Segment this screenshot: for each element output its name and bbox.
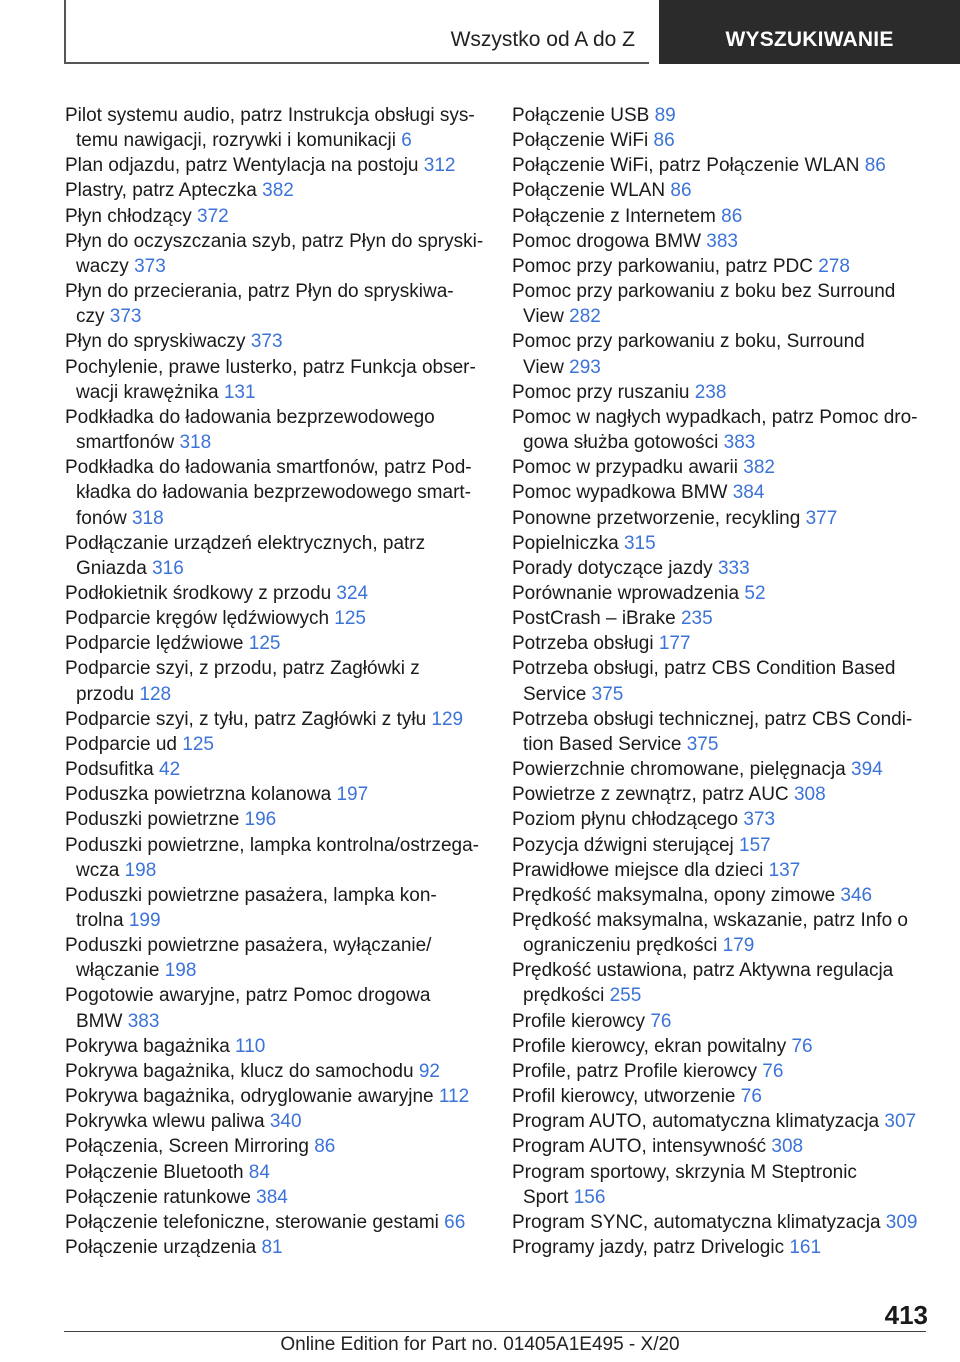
index-entry (512, 1059, 932, 1084)
entry-text: Pozycja dźwigni sterującej (512, 834, 734, 856)
entry-text: Połączenie USB (512, 105, 650, 126)
entry-text: trolna (76, 910, 124, 931)
entry-text: Poduszki powietrzne pasażera, wyłączanie/ (65, 935, 432, 957)
entry-text: Połączenie ratunkowe (65, 1186, 251, 1208)
index-entry (512, 279, 932, 329)
page-link[interactable]: 373 (109, 306, 142, 328)
page-link[interactable]: 157 (739, 834, 771, 856)
entry-text: Płyn do przecierania, patrz Płyn do spryskiwa- (65, 281, 454, 303)
entry-text: Pomoc w nagłych wypadkach, patrz Pomoc dro- (512, 406, 918, 428)
page-link[interactable]: 66 (444, 1211, 466, 1233)
entry-text: Service (523, 683, 587, 705)
index-entry (512, 1109, 932, 1134)
entry-text: Popielniczka (512, 532, 619, 554)
entry-text: Profile, patrz Profile kierowcy (512, 1060, 757, 1082)
entry-text: Program SYNC, automatyczna klimatyzacja (512, 1211, 881, 1233)
index-entry (512, 254, 932, 279)
page-link[interactable]: 84 (248, 1161, 270, 1183)
footer-edition: Online Edition for Part no. 01405A1E495 - X/20 (280, 1334, 680, 1355)
entry-text: czy (76, 306, 105, 328)
entry-text: przodu (76, 683, 135, 705)
index-entry (65, 1084, 485, 1109)
index-column-left (65, 103, 485, 1260)
entry-text: Prędkość maksymalna, wskazanie, patrz Info o (512, 910, 909, 931)
index-entry (65, 833, 485, 883)
page-link[interactable]: 128 (139, 683, 172, 705)
entry-text: View (523, 356, 564, 378)
page-link[interactable]: 318 (179, 432, 212, 454)
index-entry (512, 883, 932, 908)
entry-text: Połączenia, Screen Mirroring (65, 1136, 309, 1158)
page-link[interactable]: 76 (740, 1086, 762, 1108)
entry-text: Podparcie kręgów lędźwiowych (65, 608, 330, 630)
footer-divider (64, 1331, 926, 1332)
section-title: Wszystko od A do Z (450, 28, 635, 51)
entry-text: Ponowne przetworzenie, recykling (512, 507, 801, 529)
page-link[interactable]: 125 (182, 733, 214, 755)
page-link[interactable]: 86 (314, 1136, 336, 1158)
entry-text: Połączenie WiFi, patrz Połączenie WLAN (512, 155, 860, 177)
page-link[interactable]: 383 (723, 432, 756, 454)
page-link[interactable]: 373 (250, 331, 283, 353)
entry-text: Powietrze z zewnątrz, patrz AUC (512, 784, 789, 806)
entry-text: Prędkość maksymalna, opony zimowe (512, 884, 836, 906)
index-entry (65, 983, 485, 1033)
index-entry (65, 933, 485, 983)
index-entry (512, 153, 932, 178)
entry-text: Program AUTO, intensywność (512, 1136, 767, 1158)
entry-text: Pomoc przy ruszaniu (512, 381, 690, 403)
index-entry (512, 1160, 932, 1210)
page-link[interactable]: 156 (573, 1186, 606, 1208)
index-entry (65, 279, 485, 329)
index-entry (65, 355, 485, 405)
page-link[interactable]: 383 (127, 1010, 160, 1032)
index-entry (512, 656, 932, 706)
entry-text: Podparcie lędźwiowe (65, 633, 244, 655)
entry-text: Pogotowie awaryjne, patrz Pomoc drogowa (65, 985, 431, 1007)
entry-text: Połączenie WLAN (512, 180, 666, 202)
page-link[interactable]: 255 (609, 985, 642, 1007)
index-column-right (512, 103, 932, 1260)
index-entry (512, 380, 932, 405)
entry-text: Płyn do spryskiwaczy (65, 331, 246, 353)
entry-text: PostCrash – iBrake (512, 608, 676, 630)
index-entry (512, 405, 932, 455)
entry-text: Program sportowy, skrzynia M Steptronic (512, 1161, 857, 1183)
page-link[interactable]: 179 (722, 935, 755, 957)
entry-text: Podkładka do ładowania smartfonów, patrz Pod- (65, 457, 472, 479)
index-entry (512, 103, 932, 128)
entry-text: Powierzchnie chromowane, pielęgnacja (512, 759, 846, 781)
index-entry (65, 1134, 485, 1159)
entry-text: Profil kierowcy, utworzenie (512, 1086, 736, 1108)
entry-text: Płyn do oczyszczania szyb, patrz Płyn do spryski- (65, 230, 484, 252)
index-entry (65, 229, 485, 279)
index-entry (65, 581, 485, 606)
index-entry (512, 581, 932, 606)
page-link[interactable]: 316 (152, 557, 184, 579)
entry-text: smartfonów (76, 432, 175, 454)
header-section-box (64, 0, 649, 64)
page-link[interactable]: 76 (650, 1010, 672, 1032)
page-link[interactable]: 6 (401, 130, 412, 152)
index-entry (512, 1134, 932, 1159)
index-entry (512, 506, 932, 531)
index-entry (65, 807, 485, 832)
page-link[interactable]: 384 (256, 1186, 288, 1208)
index-entry (65, 1160, 485, 1185)
entry-text: Programy jazdy, patrz Drivelogic (512, 1237, 785, 1259)
index-entry (65, 455, 485, 530)
page-link[interactable]: 86 (653, 130, 675, 152)
index-entry (65, 1235, 485, 1260)
entry-text: Plastry, patrz Apteczka (65, 180, 257, 202)
index-entry (512, 833, 932, 858)
page-link[interactable]: 382 (262, 180, 294, 202)
header-tab[interactable] (659, 0, 960, 64)
entry-text: włączanie (76, 960, 160, 982)
index-entry (512, 128, 932, 153)
page-link[interactable]: 110 (235, 1035, 266, 1057)
index-entry (512, 1235, 932, 1260)
page-link[interactable]: 308 (771, 1136, 804, 1158)
entry-text: Pokrywa bagażnika (65, 1035, 230, 1057)
page-link[interactable]: 278 (818, 255, 850, 277)
page-link[interactable]: 129 (431, 708, 464, 730)
index-entry (65, 883, 485, 933)
page-link[interactable]: 315 (623, 532, 656, 554)
entry-text: Pomoc przy parkowaniu z boku bez Surround (512, 281, 896, 303)
entry-text: BMW (76, 1010, 123, 1032)
index-entry (512, 178, 932, 203)
entry-text: Pochylenie, prawe lusterko, patrz Funkcja obser- (65, 356, 476, 378)
entry-text: Prędkość ustawiona, patrz Aktywna regulacja (512, 960, 894, 982)
index-entry (65, 1059, 485, 1084)
page-number: 413 (884, 1300, 928, 1330)
page-link[interactable]: 377 (805, 507, 838, 529)
page-link[interactable]: 375 (591, 683, 624, 705)
page-link[interactable]: 383 (706, 230, 738, 252)
page-link[interactable]: 81 (261, 1237, 283, 1259)
index-entry (65, 732, 485, 757)
page-link[interactable]: 282 (569, 306, 601, 328)
entry-text: Poduszki powietrzne (65, 809, 240, 831)
index-entry (65, 103, 485, 153)
entry-text: Podparcie szyi, z przodu, patrz Zagłówki z (65, 658, 420, 680)
page-link[interactable]: 340 (269, 1111, 302, 1133)
index-entry (65, 707, 485, 732)
page-link[interactable]: 373 (134, 255, 166, 277)
entry-text: Połączenie z Internetem (512, 205, 716, 227)
page-link[interactable]: 373 (743, 809, 776, 831)
index-entry (512, 556, 932, 581)
page-link[interactable]: 196 (244, 809, 277, 831)
index-entry (512, 1084, 932, 1109)
entry-text: Sport (523, 1186, 569, 1208)
tab-label: WYSZUKIWANIE (725, 28, 894, 51)
entry-text: wacji krawężnika (76, 381, 219, 403)
index-entry (65, 153, 485, 178)
index-entry (512, 908, 932, 958)
entry-text: kładka do ładowania bezprzewodowego smart- (76, 482, 472, 504)
page-link[interactable]: 137 (768, 859, 801, 881)
index-entry (65, 204, 485, 229)
page-link[interactable]: 86 (670, 180, 692, 202)
page-link[interactable]: 318 (131, 507, 164, 529)
page-link[interactable]: 198 (164, 960, 197, 982)
page-link[interactable]: 86 (864, 155, 886, 177)
entry-text: ograniczeniu prędkości (523, 935, 718, 957)
index-entry (65, 405, 485, 455)
page-link[interactable]: 161 (789, 1237, 822, 1259)
index-entry (512, 1009, 932, 1034)
index-entry (65, 178, 485, 203)
page-link[interactable]: 235 (680, 608, 713, 630)
index-entry (512, 631, 932, 656)
index-entry (65, 757, 485, 782)
entry-text: Profile kierowcy (512, 1010, 646, 1032)
page-link[interactable]: 312 (423, 155, 456, 177)
entry-text: Pokrywa bagażnika, klucz do samochodu (65, 1060, 414, 1082)
index-entry (65, 606, 485, 631)
index-entry (512, 1210, 932, 1235)
index-entry (512, 1034, 932, 1059)
index-entry (512, 958, 932, 1008)
index-entry (512, 204, 932, 229)
page-link[interactable]: 177 (658, 633, 691, 655)
index-entry (512, 531, 932, 556)
page-link[interactable]: 372 (197, 205, 229, 227)
index-entry (65, 1185, 485, 1210)
page-link[interactable]: 112 (438, 1086, 470, 1108)
entry-text: Podłokietnik środkowy z przodu (65, 582, 332, 604)
entry-text: gowa służba gotowości (523, 432, 719, 454)
page-link[interactable]: 42 (159, 759, 181, 781)
entry-text: Pomoc wypadkowa BMW (512, 482, 728, 504)
entry-text: Pokrywa bagażnika, odryglowanie awaryjne (65, 1086, 434, 1108)
entry-text: Połączenie Bluetooth (65, 1161, 244, 1183)
entry-text: waczy (76, 255, 129, 277)
entry-text: Podkładka do ładowania bezprzewodowego (65, 406, 435, 428)
page-link[interactable]: 346 (840, 884, 873, 906)
entry-text: View (523, 306, 564, 328)
page-link[interactable]: 76 (791, 1035, 813, 1057)
entry-text: Prawidłowe miejsce dla dzieci (512, 859, 764, 881)
index-entry (65, 1210, 485, 1235)
entry-text: Porównanie wprowadzenia (512, 582, 740, 604)
entry-text: Poduszki powietrzne, lampka kontrolna/ostrzega- (65, 834, 479, 856)
entry-text: Gniazda (76, 557, 147, 579)
page-link[interactable]: 76 (762, 1060, 784, 1082)
entry-text: Poduszka powietrzna kolanowa (65, 784, 332, 806)
page-link[interactable]: 86 (721, 205, 743, 227)
page-link[interactable]: 92 (418, 1060, 440, 1082)
index-entry (65, 1034, 485, 1059)
entry-text: Podłączanie urządzeń elektrycznych, patrz (65, 532, 426, 554)
entry-text: Plan odjazdu, patrz Wentylacja na postoju (65, 155, 419, 177)
index-entry (65, 656, 485, 706)
page-link[interactable]: 382 (743, 457, 775, 479)
entry-text: Potrzeba obsługi technicznej, patrz CBS Condi- (512, 708, 913, 730)
entry-text: Program AUTO, automatyczna klimatyzacja (512, 1111, 880, 1133)
index-entry (65, 329, 485, 354)
entry-text: Poduszki powietrzne pasażera, lampka kon- (65, 884, 437, 906)
page-link[interactable]: 384 (732, 482, 765, 504)
entry-text: Podparcie ud (65, 733, 177, 755)
page-link[interactable]: 324 (336, 582, 369, 604)
page-link[interactable]: 238 (694, 381, 727, 403)
entry-text: tion Based Service (523, 733, 682, 755)
entry-text: Połączenie WiFi (512, 130, 649, 152)
page-link[interactable]: 293 (569, 356, 601, 378)
entry-text: Pomoc przy parkowaniu z boku, Surround (512, 331, 865, 353)
entry-text: temu nawigacji, rozrywki i komunikacji (76, 130, 396, 152)
entry-text: Podparcie szyi, z tyłu, patrz Zagłówki z tyłu (65, 708, 427, 730)
entry-text: Profile kierowcy, ekran powitalny (512, 1035, 787, 1057)
page-link[interactable]: 307 (884, 1111, 917, 1133)
index-entry (65, 531, 485, 581)
entry-text: Porady dotyczące jazdy (512, 557, 713, 579)
index-entry (512, 858, 932, 883)
entry-text: Płyn chłodzący (65, 205, 192, 227)
index-entry (512, 480, 932, 505)
index-entry (512, 606, 932, 631)
entry-text: Pomoc drogowa BMW (512, 230, 702, 252)
index-entry (512, 757, 932, 782)
page-link[interactable]: 308 (793, 784, 826, 806)
entry-text: Połączenie urządzenia (65, 1237, 257, 1259)
index-entry (65, 1109, 485, 1134)
page-link[interactable]: 198 (124, 859, 157, 881)
entry-text: Pomoc przy parkowaniu, patrz PDC (512, 255, 813, 277)
page-link[interactable]: 394 (851, 759, 883, 781)
entry-text: prędkości (523, 985, 605, 1007)
entry-text: Podsufitka (65, 759, 154, 781)
index-entry (512, 782, 932, 807)
entry-text: Pomoc w przypadku awarii (512, 457, 738, 479)
entry-text: Połączenie telefoniczne, sterowanie gestami (65, 1211, 439, 1233)
entry-text: Poziom płynu chłodzącego (512, 809, 739, 831)
index-entry (512, 229, 932, 254)
index-entry (512, 707, 932, 757)
entry-text: fonów (76, 507, 127, 529)
entry-text: wcza (76, 859, 120, 881)
index-entry (65, 782, 485, 807)
page-link[interactable]: 125 (248, 633, 281, 655)
page-link[interactable]: 333 (717, 557, 750, 579)
page-link[interactable]: 52 (744, 582, 766, 604)
page-link[interactable]: 131 (223, 381, 256, 403)
page-link[interactable]: 199 (128, 910, 161, 931)
entry-text: Potrzeba obsługi (512, 633, 654, 655)
page-link[interactable]: 89 (654, 105, 676, 126)
entry-text: Pilot systemu audio, patrz Instrukcja obsługi sys- (65, 105, 475, 126)
index-entry (65, 631, 485, 656)
page-link[interactable]: 125 (334, 608, 366, 630)
page-link[interactable]: 309 (885, 1211, 918, 1233)
index-entry (512, 455, 932, 480)
page-link[interactable]: 375 (686, 733, 719, 755)
index-entry (512, 329, 932, 379)
page-link[interactable]: 197 (336, 784, 369, 806)
index-entry (512, 807, 932, 832)
entry-text: Pokrywka wlewu paliwa (65, 1111, 265, 1133)
entry-text: Potrzeba obsługi, patrz CBS Condition Based (512, 658, 896, 680)
